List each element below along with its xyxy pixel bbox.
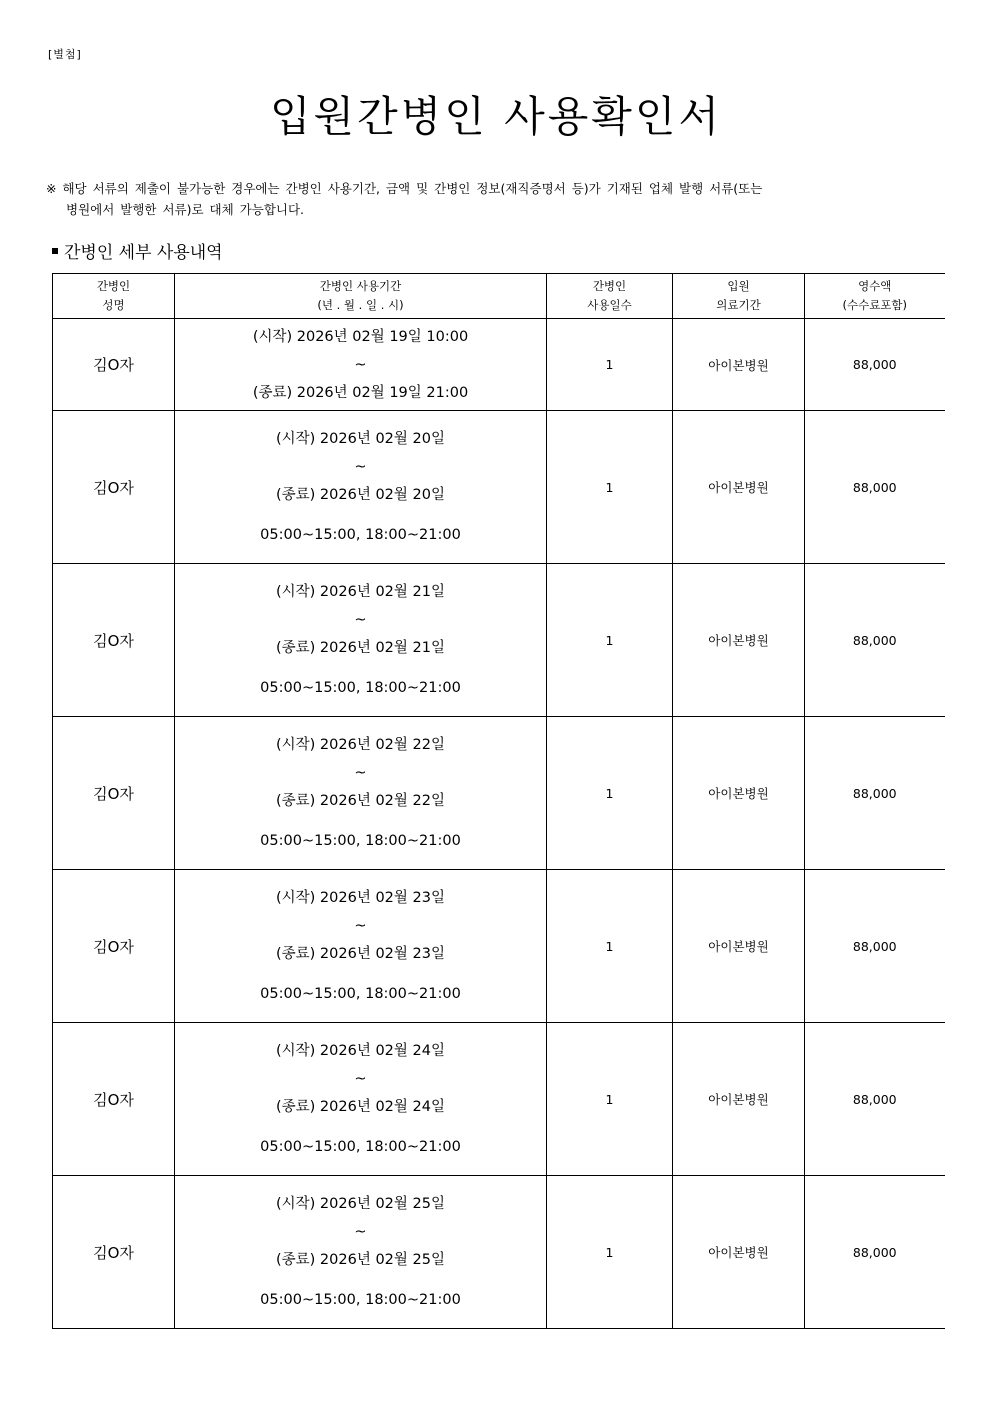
amount: 88,000 bbox=[805, 717, 945, 870]
period-end: (종료) 2026년 02월 22일 bbox=[276, 793, 445, 809]
usage-period bbox=[175, 717, 547, 870]
usage-period bbox=[175, 411, 547, 564]
amount: 88,000 bbox=[805, 564, 945, 717]
section-title: 간병인 세부 사용내역 bbox=[64, 243, 223, 263]
header-usage-days: 간병인 사용일수 bbox=[547, 274, 673, 319]
period-start: (시작) 2026년 02월 24일 bbox=[276, 1043, 445, 1059]
period-end: (종료) 2026년 02월 24일 bbox=[276, 1099, 445, 1115]
table-row bbox=[53, 564, 945, 717]
amount: 88,000 bbox=[805, 319, 945, 411]
hospital-name: 아이본병원 bbox=[673, 319, 805, 411]
page-title: 입원간병인 사용확인서 bbox=[269, 92, 723, 141]
usage-days: 1 bbox=[547, 1176, 673, 1329]
usage-days: 1 bbox=[547, 411, 673, 564]
square-bullet-icon bbox=[52, 248, 58, 254]
annex-tag: [별첨] bbox=[48, 48, 82, 61]
notice-line-2: 병원에서 발행한 서류)로 대체 가능합니다. bbox=[66, 202, 305, 217]
period-start: (시작) 2026년 02월 21일 bbox=[276, 584, 445, 600]
header-caregiver-name: 간병인 성명 bbox=[53, 274, 175, 319]
caregiver-name: 김O자 bbox=[53, 1176, 175, 1329]
table-row bbox=[53, 411, 945, 564]
period-tilde: ~ bbox=[354, 356, 367, 373]
table-row bbox=[53, 319, 945, 411]
period-hours: 05:00~15:00, 18:00~21:00 bbox=[260, 986, 461, 1002]
period-end: (종료) 2026년 02월 23일 bbox=[276, 946, 445, 962]
period-start: (시작) 2026년 02월 25일 bbox=[276, 1196, 445, 1212]
period-tilde: ~ bbox=[354, 612, 367, 628]
period-hours: 05:00~15:00, 18:00~21:00 bbox=[260, 1292, 461, 1308]
hospital-name: 아이본병원 bbox=[673, 1176, 805, 1329]
period-tilde: ~ bbox=[354, 1071, 367, 1087]
notice-line-1: ※ 해당 서류의 제출이 불가능한 경우에는 간병인 사용기간, 금액 및 간병인 정보(재직증명서 등)가 기재된 업체 발행 서류(또는 bbox=[46, 181, 763, 196]
period-start: (시작) 2026년 02월 22일 bbox=[276, 737, 445, 753]
amount: 88,000 bbox=[805, 870, 945, 1023]
table-row bbox=[53, 717, 945, 870]
caregiver-name: 김O자 bbox=[53, 717, 175, 870]
period-hours: 05:00~15:00, 18:00~21:00 bbox=[260, 1139, 461, 1155]
period-start: (시작) 2026년 02월 19일 10:00 bbox=[252, 328, 469, 345]
caregiver-name: 김O자 bbox=[53, 1023, 175, 1176]
section-heading bbox=[52, 238, 223, 263]
period-hours: 05:00~15:00, 18:00~21:00 bbox=[260, 527, 461, 543]
period-tilde: ~ bbox=[354, 765, 367, 781]
amount: 88,000 bbox=[805, 1176, 945, 1329]
caregiver-name: 김O자 bbox=[53, 411, 175, 564]
usage-period bbox=[175, 1023, 547, 1176]
period-tilde: ~ bbox=[354, 459, 367, 475]
usage-table bbox=[52, 273, 945, 1329]
period-tilde: ~ bbox=[354, 918, 367, 934]
amount: 88,000 bbox=[805, 411, 945, 564]
usage-days: 1 bbox=[547, 870, 673, 1023]
amount: 88,000 bbox=[805, 1023, 945, 1176]
period-tilde: ~ bbox=[354, 1224, 367, 1240]
table-row bbox=[53, 870, 945, 1023]
usage-period bbox=[175, 564, 547, 717]
table-header-row bbox=[53, 274, 945, 319]
header-amount: 영수액 (수수료포함) bbox=[805, 274, 945, 319]
usage-period bbox=[175, 319, 547, 411]
period-start: (시작) 2026년 02월 20일 bbox=[276, 431, 445, 447]
hospital-name: 아이본병원 bbox=[673, 411, 805, 564]
usage-days: 1 bbox=[547, 717, 673, 870]
usage-period bbox=[175, 1176, 547, 1329]
caregiver-name: 김O자 bbox=[53, 319, 175, 411]
hospital-name: 아이본병원 bbox=[673, 564, 805, 717]
usage-days: 1 bbox=[547, 1023, 673, 1176]
period-hours: 05:00~15:00, 18:00~21:00 bbox=[260, 833, 461, 849]
caregiver-name: 김O자 bbox=[53, 870, 175, 1023]
period-end: (종료) 2026년 02월 20일 bbox=[276, 487, 445, 503]
table-row bbox=[53, 1023, 945, 1176]
header-hospital: 입원 의료기간 bbox=[673, 274, 805, 319]
hospital-name: 아이본병원 bbox=[673, 870, 805, 1023]
hospital-name: 아이본병원 bbox=[673, 717, 805, 870]
period-end: (종료) 2026년 02월 19일 21:00 bbox=[252, 384, 469, 401]
period-end: (종료) 2026년 02월 21일 bbox=[276, 640, 445, 656]
usage-period bbox=[175, 870, 547, 1023]
usage-days: 1 bbox=[547, 564, 673, 717]
caregiver-name: 김O자 bbox=[53, 564, 175, 717]
period-end: (종료) 2026년 02월 25일 bbox=[276, 1252, 445, 1268]
hospital-name: 아이본병원 bbox=[673, 1023, 805, 1176]
notice-text bbox=[46, 178, 926, 220]
table-row bbox=[53, 1176, 945, 1329]
period-hours: 05:00~15:00, 18:00~21:00 bbox=[260, 680, 461, 696]
period-start: (시작) 2026년 02월 23일 bbox=[276, 890, 445, 906]
header-usage-period: 간병인 사용기간 (년 . 월 . 일 . 시) bbox=[175, 274, 547, 319]
usage-days: 1 bbox=[547, 319, 673, 411]
